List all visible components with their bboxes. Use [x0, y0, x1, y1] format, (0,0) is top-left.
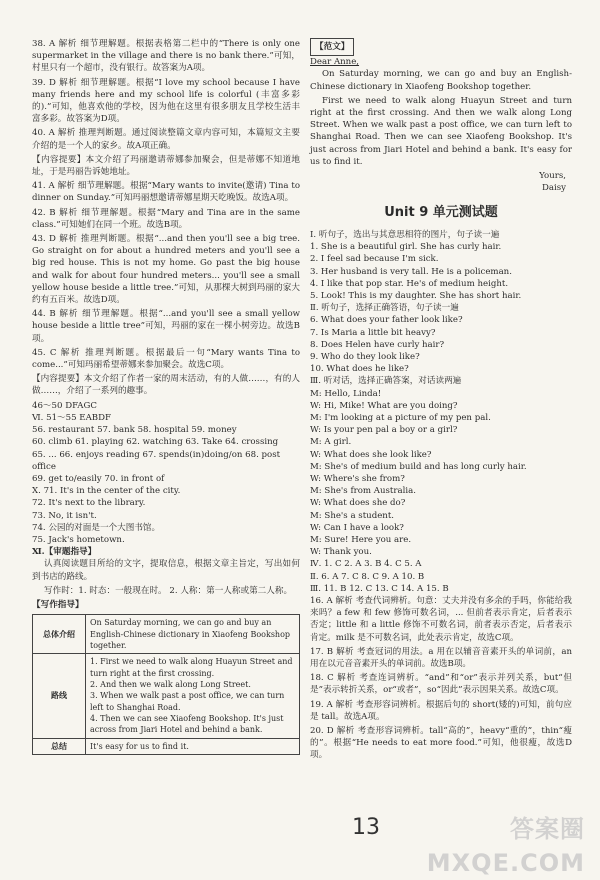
- answers-56-59: 56. restaurant 57. bank 58. hospital 59. money: [32, 425, 237, 436]
- answer-43: 43. D 解析 推理判断题。根据“...and then you'll see a big tree. Go straight on for about a hundred meters and you'll see a big red house. This is not my home. Go past the big house and walk for about four hundred meters... you'll see a small yellow house beside a little tree.”可知，从那棵大树到玛丽的家大约有五百米。故选D项。: [32, 234, 300, 306]
- script-line: 10. What does he like?: [310, 364, 409, 375]
- page-number: 13: [352, 815, 380, 840]
- answer-16: 16. A 解析 考查代词辨析。句意：丈夫并没有多余的手吗，你能给我来吗？a few 和 few 修饰可数名词，... 但前者表示肯定，后者表示否定；little 和 a little 修饰不可数名词，前者表示否定，后者表示肯定。milk 是不可数名词，此处表示肯定，故选C项。: [310, 595, 572, 643]
- answer-75: 75. Jack's hometown.: [32, 534, 125, 545]
- dialogue-line: W: What does she look like?: [310, 449, 432, 460]
- dialogue-line: W: Thank you.: [310, 547, 372, 558]
- answers-1-5: Ⅳ. 1. C 2. A 3. B 4. C 5. A: [310, 559, 422, 570]
- listening-section-3: Ⅲ. 听对话，选择正确答案，对话读两遍: [310, 376, 462, 387]
- script-line: 3. Her husband is very tall. He is a policeman.: [310, 266, 512, 277]
- content-summary-2: 【内容提要】本文介绍了作者一家的周末活动，有的人做……，有的人做……，介绍了一系列的趣事。: [32, 374, 300, 397]
- script-line: 2. I feel sad because I'm sick.: [310, 254, 439, 265]
- script-line: 4. I like that pop star. He's of medium height.: [310, 278, 509, 289]
- answers-65-68: 65. ... 66. enjoys reading 67. spends(in)doing/on 68. post office: [32, 449, 281, 472]
- table-cell-value: It's easy for us to find it.: [86, 738, 300, 754]
- answer-71: Ⅹ. 71. It's in the center of the city.: [32, 486, 181, 497]
- dialogue-line: M: She's of medium build and has long curly hair.: [310, 461, 527, 472]
- table-row: [33, 615, 300, 654]
- answers-11-15: Ⅲ. 11. B 12. C 13. C 14. A 15. B: [310, 583, 449, 594]
- letter-greeting: Dear Anne,: [310, 57, 360, 68]
- script-line: 9. Who do they look like?: [310, 351, 420, 362]
- dialogue-line: M: I'm looking at a picture of my pen pal.: [310, 412, 491, 423]
- answers-51-55: Ⅵ. 51～55 EABDF: [32, 412, 111, 423]
- answer-18: 18. C 解析 考查连词辨析。“and”和“or”表示并列关系，but“但是”表示转折关系，or“或者”，so“因此”表示因果关系。故选C项。: [310, 673, 572, 696]
- answers-60-64: 60. climb 61. playing 62. watching 63. Take 64. crossing: [32, 437, 279, 448]
- right-column: [310, 38, 572, 764]
- table-row: [33, 654, 300, 739]
- script-line: 8. Does Helen have curly hair?: [310, 339, 445, 350]
- answer-73: 73. No, it isn't.: [32, 510, 97, 521]
- left-column: [32, 38, 300, 755]
- dialogue-line: M: Hello, Linda!: [310, 388, 382, 399]
- dialogue-line: M: She's a student.: [310, 510, 394, 521]
- unit-title: Unit 9 单元测试题: [384, 205, 498, 221]
- dialogue-line: W: Can I have a look?: [310, 522, 404, 533]
- answers-69-70: 69. get to/easily 70. in front of: [32, 473, 165, 484]
- dialogue-line: W: Hi, Mike! What are you doing?: [310, 400, 458, 411]
- answer-39: 39. D 解析 细节理解题。根据“I love my school because I have many friends here and my school life is colorful (丰富多彩的).”可知，他喜欢他的学校，因为他在这里有很多朋友且学校生活丰富多彩。故答案为D项。: [32, 77, 300, 125]
- dialogue-line: W: Is your pen pal a boy or a girl?: [310, 425, 458, 436]
- table-cell-value: On Saturday morning, we can go and buy an English-Chinese dictionary in Xiaofeng Bookshop together.: [86, 615, 300, 654]
- dialogue-line: M: A girl.: [310, 437, 352, 448]
- essay-paragraph-1: On Saturday morning, we can go and buy an English-Chinese dictionary in Xiaofeng Bookshop together.: [310, 69, 572, 92]
- content-summary-1: 【内容提要】本文介绍了玛丽邀请蒂娜参加聚会，但是蒂娜不知道地址，于是玛丽告诉她地址。: [32, 154, 300, 178]
- answer-74: 74. 公园的对面是一个大图书馆。: [32, 522, 161, 533]
- table-row: [33, 738, 300, 754]
- dialogue-line: W: Where's she from?: [310, 473, 405, 484]
- writing-guide-2: 写作时：1. 时态：一般现在时。 2. 人称：第一人称或第二人称。: [44, 585, 293, 596]
- answer-41: 41. A 解析 细节理解题。根据“Mary wants to invite(邀请) Tina to dinner on Sunday.”可知玛丽想邀请蒂娜星期天吃晚饭。故选A项。: [32, 181, 300, 204]
- answers-46-50: 46～50 DFAGC: [32, 400, 97, 411]
- table-cell-value: [86, 654, 300, 739]
- dialogue-line: W: What does she do?: [310, 498, 406, 509]
- answers-6-10: Ⅱ. 6. A 7. C 8. C 9. A 10. B: [310, 571, 425, 582]
- script-line: 5. Look! This is my daughter. She has short hair.: [310, 290, 522, 301]
- route-step-3: 3. When we walk past a post office, we can turn left to Shanghai Road.: [90, 691, 285, 712]
- answer-40: 40. A 解析 推理判断题。通过阅读整篇文章内容可知，本篇短文主要介绍的是一个人的家乡。故A项正确。: [32, 128, 300, 151]
- listening-section-1: Ⅰ. 听句子，选出与其意思相符的图片，句子读一遍: [310, 229, 500, 240]
- letter-signature: Daisy: [541, 183, 566, 194]
- writing-guide-1: 认真阅读题目所给的文字，提取信息，根据文章主旨定，写出如何到书店的路线。: [32, 559, 300, 582]
- script-line: 1. She is a beautiful girl. She has curly hair.: [310, 242, 502, 253]
- writing-guide-table: [32, 614, 300, 755]
- route-step-1: 1. First we need to walk along Huayun Street and turn right at the first crossing.: [90, 657, 293, 678]
- writing-guide-heading: 【写作指导】: [32, 599, 84, 610]
- letter-closing: Yours,: [539, 171, 566, 182]
- script-line: 6. What does your father look like?: [310, 315, 463, 326]
- table-cell-key: 总结: [33, 738, 86, 754]
- answer-20: 20. D 解析 考查形容词辨析。tall“高的”，heavy“重的”，thin“瘦的”。根据“He needs to eat more food.”可知，他很瘦，故选D项。: [310, 726, 572, 761]
- answer-72: 72. It's next to the library.: [32, 498, 146, 509]
- route-step-4: 4. Then we can see Xiaofeng Bookshop. It's just across from Jiari Hotel and behind a bank.: [90, 714, 284, 735]
- table-cell-key: 总体介绍: [33, 615, 86, 654]
- script-line: 7. Is Maria a little bit heavy?: [310, 327, 436, 338]
- route-step-2: 2. And then we walk along Long Street.: [90, 679, 251, 689]
- answer-38: 38. A 解析 细节理解题。根据表格第二栏中的“There is only one supermarket in the village and there is no bank there.”可知，村里只有一个超市，没有银行。故答案为A项。: [32, 39, 300, 74]
- listening-section-2: Ⅱ. 听句子，选择正确答语，句子读一遍: [310, 303, 459, 314]
- answer-44: 44. B 解析 细节理解题。根据“...and you'll see a small yellow house beside a little tree”可知，玛丽的家在一棵小树旁边。故选B项。: [32, 309, 300, 344]
- dialogue-line: M: She's from Australia.: [310, 486, 416, 497]
- answer-19: 19. A 解析 考查形容词辨析。根据后句的 short(矮的)可知，前句应是 tall。故选A项。: [310, 699, 572, 722]
- site-watermark: 答案圈 MXQE.COM: [426, 815, 585, 878]
- answer-42: 42. B 解析 细节理解题。根据“Mary and Tina are in the same class.”可知她们在同一个班。故选B项。: [32, 207, 300, 230]
- table-cell-key: 路线: [33, 654, 86, 739]
- essay-paragraph-2: First we need to walk along Huayun Street and turn right at the first crossing. And then we walk along Long Street. When we walk past a post office, we can turn left to Shanghai Road. Then we can see Xiaofeng Bookshop. It's just across from Jiari Hotel and behind a bank. It's easy for us to find it.: [310, 95, 572, 167]
- answer-45: 45. C 解析 推理判断题。根据最后一句“Mary wants Tina to come...”可知玛丽希望蒂娜来参加聚会。故选C项。: [32, 347, 300, 371]
- model-essay-label: 【范文】: [310, 38, 354, 56]
- answer-17: 17. B 解析 考查冠词的用法。a 用在以辅音音素开头的单词前，an 用在以元音音素开头的单词前。故选B项。: [310, 646, 572, 669]
- dialogue-line: M: Sure! Here you are.: [310, 534, 412, 545]
- writing-heading: Ⅺ.【审题指导】: [32, 547, 97, 558]
